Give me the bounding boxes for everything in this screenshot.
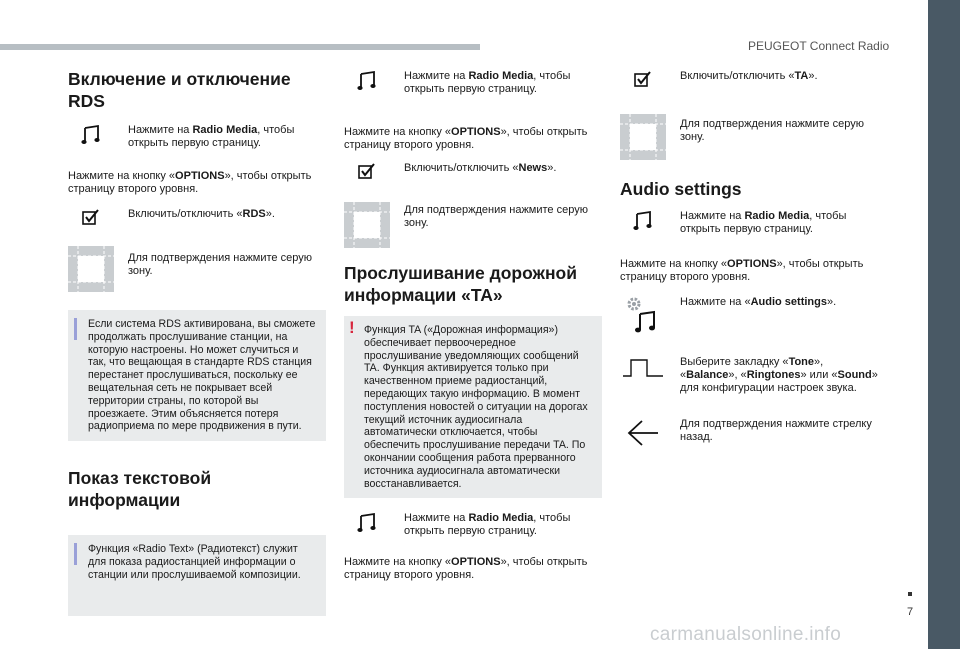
ta-warning-note: ! Функция TA («Дорожная информация») обеспечивает первоочередное прослушивание уведомляющих сообщений TA. Функция активируется только при качественном приеме радиостанций, передающих такую информацию. В момент поступления новостей о ситуации на дорогах текущий источник аудиосигнала автоматически отключается, чтобы обеспечить прослушивание передачи TA. По окончании сообщения работа прерванного источника аудиосигнала автоматически восстанавливается. — [344, 316, 602, 498]
step-radio-media: Нажмите на Radio Media, чтобы открыть первую страницу. — [68, 124, 326, 160]
step-toggle-ta: Включить/отключить «TA». — [620, 70, 878, 114]
options-paragraph: Нажмите на кнопку «OPTIONS», чтобы открыть страницу второго уровня. — [620, 258, 864, 283]
options-paragraph: Нажмите на кнопку «OPTIONS», чтобы открыть страницу второго уровня. — [344, 126, 588, 151]
column-1 — [68, 68, 326, 616]
section-title-ta: Прослушивание дорожной информации «TA» — [344, 263, 577, 305]
step-grey-zone: Для подтверждения нажмите серую зону. — [344, 202, 602, 248]
music-note-icon — [68, 124, 114, 146]
music-note-icon — [620, 210, 666, 232]
options-paragraph: Нажмите на кнопку «OPTIONS», чтобы открыть страницу второго уровня. — [68, 170, 312, 195]
checkbox-icon — [620, 70, 666, 88]
section-title-text-info: Показ текстовой информации — [68, 468, 212, 511]
step-toggle-news: Включить/отключить «News». — [344, 162, 602, 202]
options-paragraph: Нажмите на кнопку «OPTIONS», чтобы открыть страницу второго уровня. — [344, 556, 588, 582]
grey-zone-icon — [344, 202, 390, 248]
grey-zone-icon — [68, 246, 114, 292]
step-audio-settings: Нажмите на «Audio settings». — [620, 296, 878, 356]
step-select-tab: Выберите закладку «Tone», «Balance», «Ringtones» или «Sound» для конфигурации настроек звука. — [620, 356, 878, 418]
back-arrow-icon — [620, 418, 666, 448]
music-note-icon — [344, 70, 390, 92]
tabs-icon — [620, 356, 666, 380]
step-grey-zone: Для подтверждения нажмите серую зону. — [620, 114, 878, 164]
step-toggle-rds: Включить/отключить «RDS». — [68, 208, 326, 246]
header-title: PEUGEOT Connect Radio — [748, 39, 890, 53]
rds-info-note: Если система RDS активирована, вы сможете продолжать прослушивание станции, на которую настроены. Но может случиться и так, что вещающая в стандарте RDS станция перестанет прослушиваться, поскольку ее вещательная сеть не покрывает всей территории страны, по которой вы проезжаете. Этим объясняется потеря радиоприема по мере продвижения в пути. — [68, 310, 326, 441]
top-rule — [0, 44, 480, 50]
info-bar-icon — [74, 318, 77, 340]
column-2 — [344, 68, 602, 592]
step-radio-media: Нажмите на Radio Media, чтобы открыть первую страницу. — [344, 70, 602, 116]
watermark: carmanualsonline.info — [650, 624, 842, 645]
checkbox-icon — [344, 162, 390, 180]
step-back: Для подтверждения нажмите стрелку назад. — [620, 418, 878, 458]
side-band — [928, 0, 960, 649]
section-title-rds: Включение и отключение RDS — [68, 69, 291, 111]
grey-zone-icon — [620, 114, 666, 160]
step-radio-media: Нажмите на Radio Media, чтобы открыть первую страницу. — [620, 210, 878, 248]
step-grey-zone: Для подтверждения нажмите серую зону. — [68, 246, 326, 296]
page-number: 7 — [907, 606, 914, 618]
page-marker — [908, 592, 912, 596]
radio-text-note: Функция «Radio Text» (Радиотекст) служит для показа радиостанцией информации о станции или прослушиваемой композиции. — [68, 535, 326, 615]
section-title-audio: Audio settings — [620, 179, 742, 199]
settings-music-icon — [620, 296, 666, 336]
info-bar-icon — [74, 543, 77, 565]
music-note-icon — [344, 512, 390, 534]
warning-icon: ! — [349, 318, 355, 337]
column-3 — [620, 68, 878, 458]
step-radio-media: Нажмите на Radio Media, чтобы открыть первую страницу. — [344, 512, 602, 550]
checkbox-icon — [68, 208, 114, 226]
